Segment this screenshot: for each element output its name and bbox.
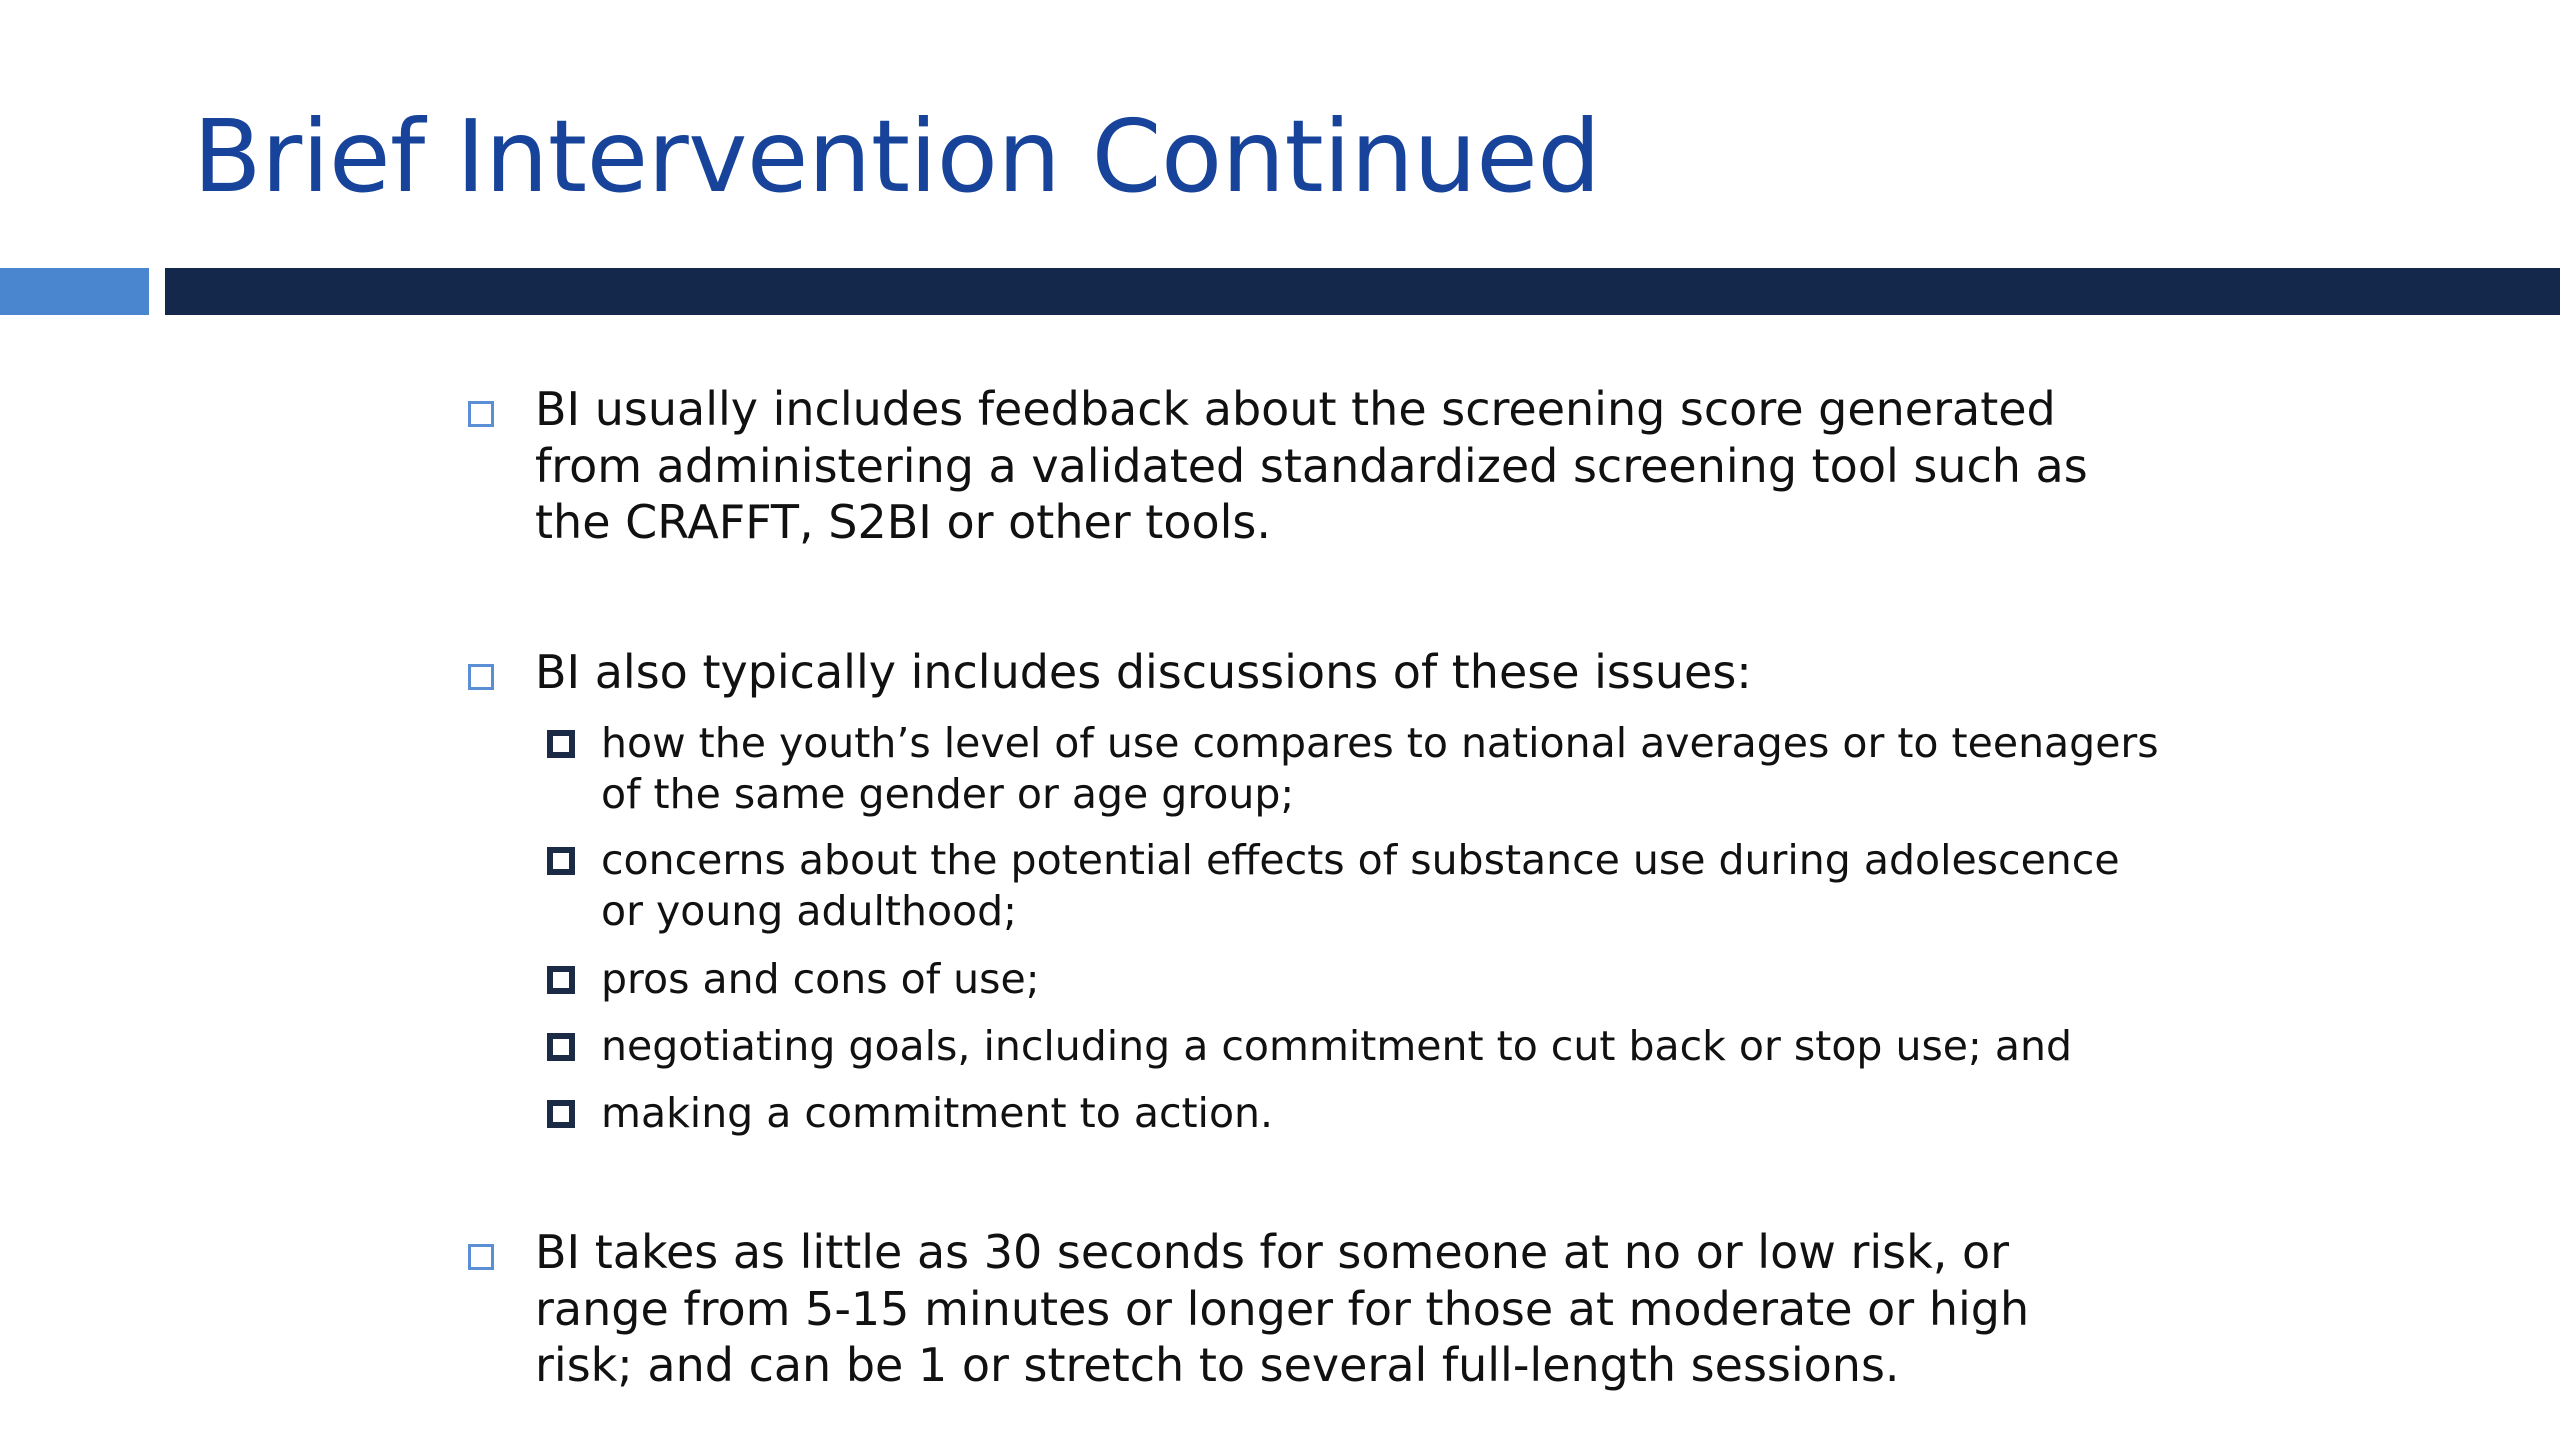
square-bullet-icon — [468, 1244, 494, 1270]
filled-square-bullet-icon — [547, 1033, 575, 1061]
slide-title: Brief Intervention Continued — [193, 98, 1601, 215]
bullet-item: BI also typically includes discussions of these issues: — [535, 645, 1752, 699]
sub-bullet-item: how the youth’s level of use compares to national averages or to teenagers of the same gender or age group; — [601, 719, 2159, 818]
sub-bullet-item: concerns about the potential effects of substance use during adolescence or young adulthood; — [601, 836, 2120, 935]
sub-bullet-item: making a commitment to action. — [601, 1089, 1274, 1137]
sub-bullet-item: pros and cons of use; — [601, 955, 1040, 1003]
sub-bullet-item: negotiating goals, including a commitment to cut back or stop use; and — [601, 1022, 2073, 1070]
filled-square-bullet-icon — [547, 1100, 575, 1128]
filled-square-bullet-icon — [547, 730, 575, 758]
filled-square-bullet-icon — [547, 966, 575, 994]
filled-square-bullet-icon — [547, 847, 575, 875]
bullet-item: BI usually includes feedback about the screening score generated from administering a validated standardized screening tool such as the CRAFFT, S2BI or other tools. — [535, 382, 2088, 549]
square-bullet-icon — [468, 664, 494, 690]
square-bullet-icon — [468, 401, 494, 427]
bullet-item: BI takes as little as 30 seconds for someone at no or low risk, or range from 5-15 minutes or longer for those at moderate or high risk; and can be 1 or stretch to several full-length sessions. — [535, 1225, 2030, 1392]
